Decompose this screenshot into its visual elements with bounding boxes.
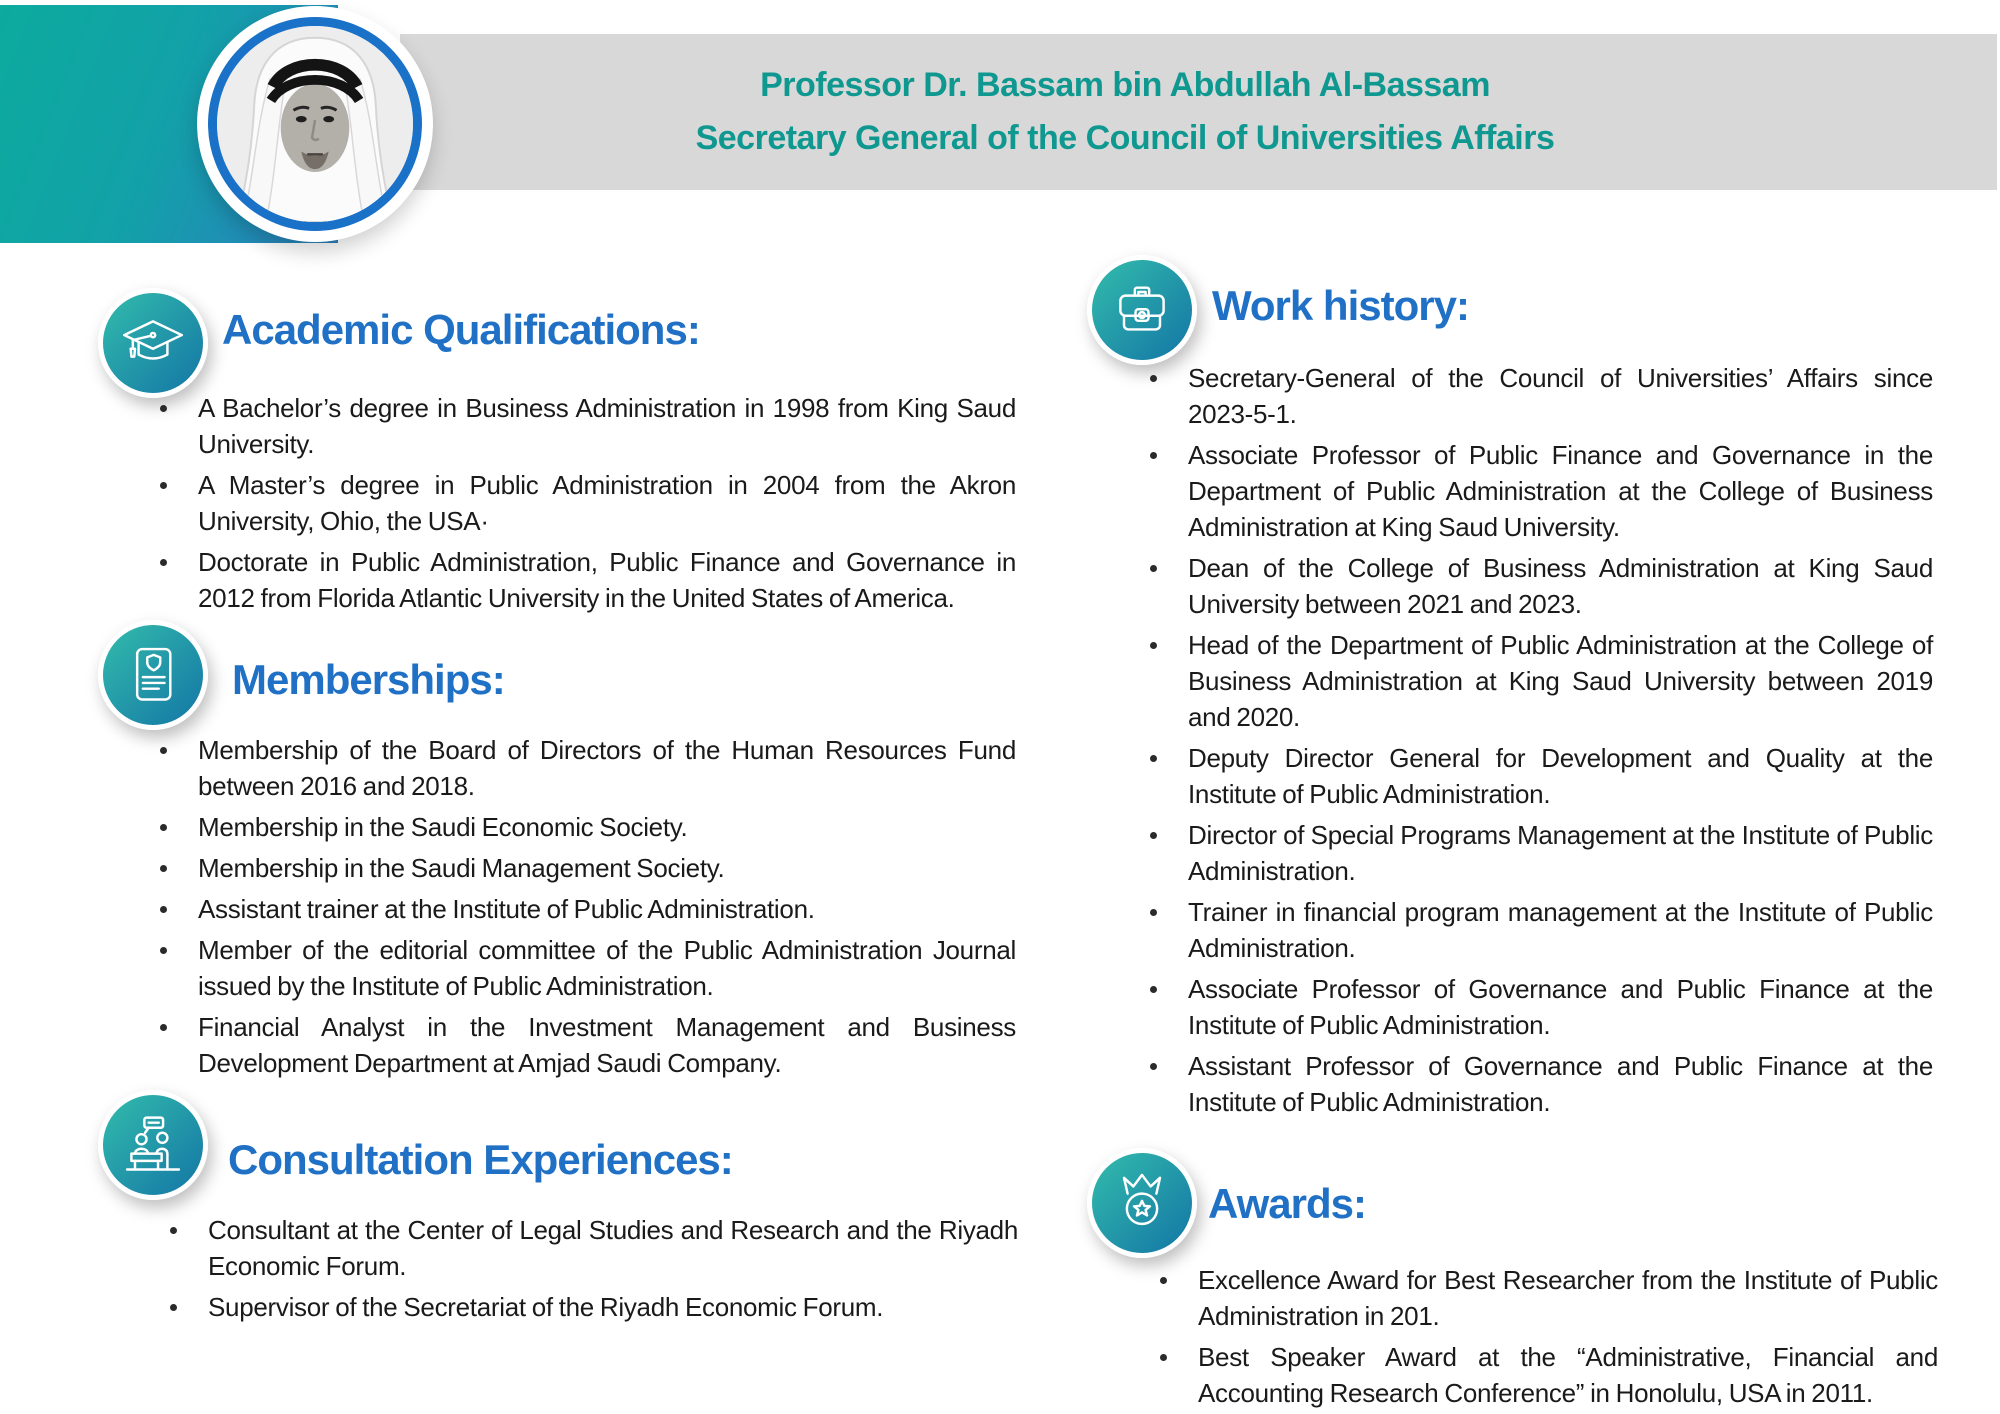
list-item: Best Speaker Award at the “Administrative, Financial and Accounting Research Conference” in Honolulu, USA in 2011.: [1148, 1339, 1938, 1411]
consultation-desk-icon: [117, 1109, 189, 1181]
memberships-section-heading: Memberships:: [232, 656, 505, 703]
list-item: Membership of the Board of Directors of the Human Resources Fund between 2016 and 2018.: [148, 732, 1016, 804]
profile-photo-ring: [208, 17, 422, 231]
awards-section-heading: Awards:: [1208, 1180, 1366, 1227]
list-item: Deputy Director General for Development and Quality at the Institute of Public Administration.: [1138, 740, 1933, 812]
list-item: Member of the editorial committee of the Public Administration Journal issued by the Institute of Public Administration.: [148, 932, 1016, 1004]
work-section-heading: Work history:: [1212, 282, 1469, 329]
list-item: Financial Analyst in the Investment Management and Business Development Department at Amjad Saudi Company.: [148, 1009, 1016, 1081]
list-item: Excellence Award for Best Researcher from the Institute of Public Administration in 201.: [1148, 1262, 1938, 1334]
person-name: Professor Dr. Bassam bin Abdullah Al-Bassam: [760, 66, 1490, 104]
profile-photo: [197, 6, 433, 242]
awards-section-badge: [1087, 1148, 1197, 1258]
list-item: Assistant Professor of Governance and Public Finance at the Institute of Public Administration.: [1138, 1048, 1933, 1120]
list-item: Head of the Department of Public Administration at the College of Business Administration at King Saud University between 2019 and 2020.: [1138, 627, 1933, 735]
list-item: Secretary-General of the Council of Universities’ Affairs since 2023-5-1.: [1138, 360, 1933, 432]
portrait-placeholder-image: [217, 26, 413, 222]
consultation-section-heading: Consultation Experiences:: [228, 1136, 733, 1183]
academic-list: [148, 390, 1016, 621]
academic-section-badge: [98, 288, 208, 398]
memberships-list: [148, 732, 1016, 1086]
list-item: Trainer in financial program management at the Institute of Public Administration.: [1138, 894, 1933, 966]
briefcase-icon: [1106, 274, 1178, 346]
list-item: Dean of the College of Business Administration at King Saud University between 2021 and 2023.: [1138, 550, 1933, 622]
work-section-badge: [1087, 255, 1197, 365]
work-list: [1138, 360, 1933, 1125]
list-item: Membership in the Saudi Management Society.: [148, 850, 1016, 886]
list-item: Doctorate in Public Administration, Public Finance and Governance in 2012 from Florida Atlantic University in the United States of America.: [148, 544, 1016, 616]
consultation-list: [158, 1212, 1018, 1330]
list-item: Associate Professor of Public Finance and Governance in the Department of Public Administration at the College of Business Administration at King Saud University.: [1138, 437, 1933, 545]
list-item: Consultant at the Center of Legal Studies and Research and the Riyadh Economic Forum.: [158, 1212, 1018, 1284]
certificate-scroll-icon: [117, 639, 189, 711]
list-item: Assistant trainer at the Institute of Public Administration.: [148, 891, 1016, 927]
awards-list: [1148, 1262, 1938, 1414]
list-item: Associate Professor of Governance and Public Finance at the Institute of Public Administration.: [1138, 971, 1933, 1043]
memberships-section-badge: [98, 620, 208, 730]
list-item: A Bachelor’s degree in Business Administration in 1998 from King Saud University.: [148, 390, 1016, 462]
academic-section-heading: Academic Qualifications:: [222, 306, 700, 353]
award-medal-icon: [1106, 1167, 1178, 1239]
consultation-section-badge: [98, 1090, 208, 1200]
list-item: Membership in the Saudi Economic Society.: [148, 809, 1016, 845]
list-item: A Master’s degree in Public Administration in 2004 from the Akron University, Ohio, the USA·: [148, 467, 1016, 539]
header-titles: [430, 34, 1820, 190]
graduation-cap-icon: [117, 307, 189, 379]
list-item: Supervisor of the Secretariat of the Riyadh Economic Forum.: [158, 1289, 1018, 1325]
list-item: Director of Special Programs Management at the Institute of Public Administration.: [1138, 817, 1933, 889]
person-role: Secretary General of the Council of Universities Affairs: [695, 119, 1555, 157]
